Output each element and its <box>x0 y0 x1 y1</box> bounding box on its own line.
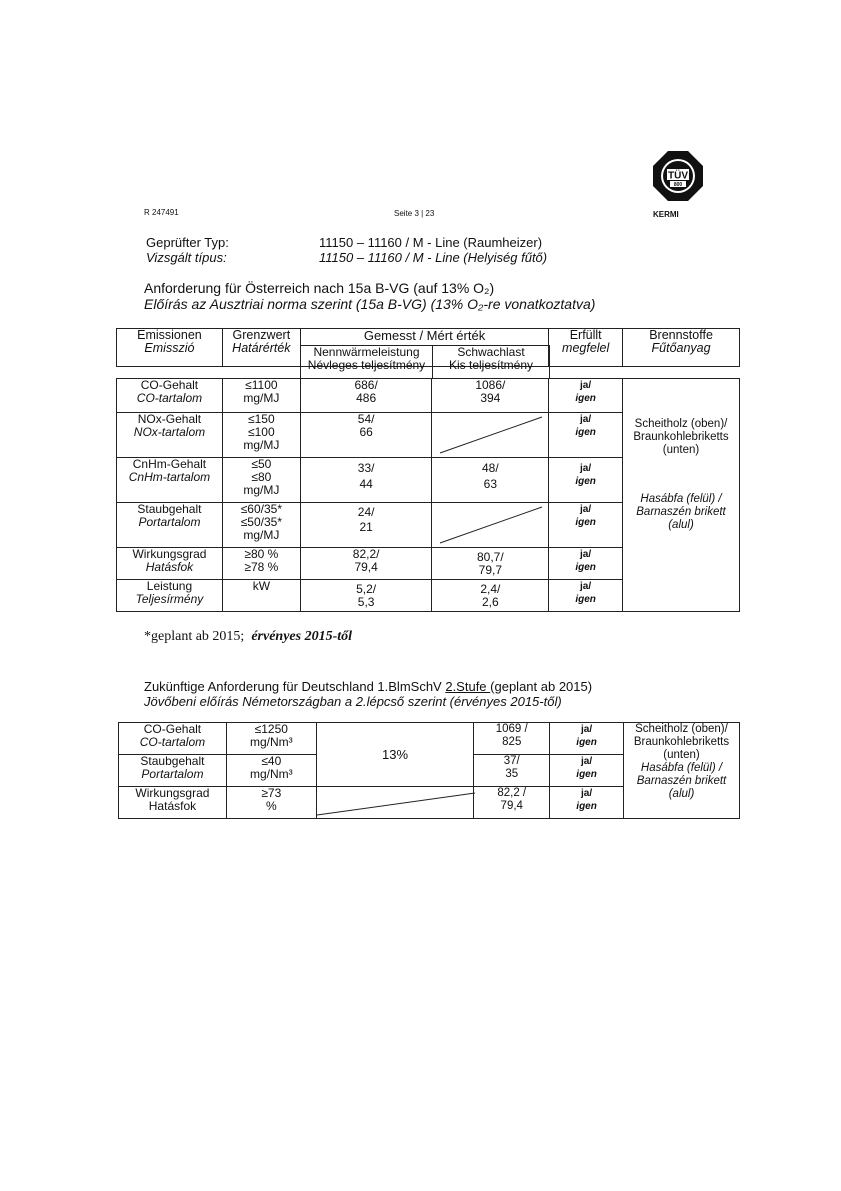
requirement-de-suffix: (geplant ab 2015) <box>490 679 593 694</box>
row-value: 79,4 <box>500 800 523 812</box>
row-limit: ≤60/35* <box>240 502 282 516</box>
row-name-de: CO-Gehalt <box>140 378 199 392</box>
row-name-de: Staubgehalt <box>137 502 202 516</box>
row-name-hu: NOx-tartalom <box>133 425 206 439</box>
row-ok: ja/ <box>580 414 592 425</box>
row-name-de: CO-Gehalt <box>143 722 202 736</box>
row-limit: mg/MJ <box>243 391 280 405</box>
row-ok: igen <box>575 594 596 605</box>
row-low: 1086/ <box>475 378 506 392</box>
row-nominal: 66 <box>359 425 373 439</box>
row-nominal: 486 <box>356 391 377 405</box>
row-ok: igen <box>576 737 597 748</box>
requirement-at-hu: Előírás az Ausztriai norma szerint (15a B-VG) (13% O₂-re vonatkoztatva) <box>144 296 596 312</box>
row-ok: ja/ <box>580 549 592 560</box>
col-low-hu: Kis teljesítmény <box>448 358 534 372</box>
footnote-de: *geplant ab 2015; <box>144 629 245 644</box>
requirement-de <box>144 679 592 694</box>
col-low-de: Schwachlast <box>457 345 525 359</box>
row-ok: igen <box>575 562 596 573</box>
requirement-hu: Jövőbeni előírás Németországban a 2.lépcső szerint (érvényes 2015-től) <box>144 694 562 709</box>
row-nominal: 686/ <box>354 378 378 392</box>
row-limit: ≥78 % <box>244 560 279 574</box>
row-limit: ≤1100 <box>245 378 278 392</box>
row-low: 63 <box>483 477 497 491</box>
row-unit: mg/Nm³ <box>249 767 293 781</box>
row-name-de: Staubgehalt <box>140 754 205 768</box>
empty-slash-cell <box>432 503 549 548</box>
row-nominal: 44 <box>359 477 373 491</box>
org-name: KERMI <box>653 210 679 219</box>
row-ok: igen <box>575 476 596 487</box>
fuel-hu3: (alul) <box>668 519 694 531</box>
row-ok: ja/ <box>581 756 593 767</box>
row-name-hu: Hatásfok <box>148 799 197 813</box>
table-row <box>117 379 740 413</box>
row-value: 37/ <box>503 755 520 767</box>
row-value: 825 <box>502 736 522 748</box>
row-low: 48/ <box>481 461 499 475</box>
row-name-hu: CO-tartalom <box>136 391 203 405</box>
fuel-hu2: Barnaszén brikett <box>636 506 726 518</box>
emissions-table-de <box>118 722 740 819</box>
type-value-hu: 11150 – 11160 / M - Line (Helyiség fűtő) <box>319 250 548 265</box>
row-ok: ja/ <box>581 788 593 799</box>
row-nominal: 5,3 <box>357 595 375 609</box>
empty-slash-cell <box>432 413 549 458</box>
tuv-logo-icon <box>652 150 704 202</box>
fuel-hu1: Hasábfa (felül) / <box>640 493 722 505</box>
col-limit-de: Grenzwert <box>232 328 291 342</box>
row-limit: ≤40 <box>261 754 282 768</box>
row-name-hu: CnHm-tartalom <box>128 470 211 484</box>
row-name-de: Wirkungsgrad <box>132 547 207 561</box>
fuel-de3: (unten) <box>662 444 700 456</box>
svg-text:TÜV: TÜV <box>668 170 688 182</box>
row-name-hu: Portartalom <box>141 767 204 781</box>
fuel-de2: Braunkohlebriketts <box>633 431 729 443</box>
row-limit: mg/MJ <box>243 483 280 497</box>
row-ok: ja/ <box>581 724 593 735</box>
requirement-de-stage: 2.Stufe <box>445 679 491 694</box>
row-name-de: Leistung <box>146 579 193 593</box>
row-ok: ja/ <box>580 504 592 515</box>
row-value: 35 <box>505 768 519 780</box>
col-emissions <box>117 329 223 367</box>
row-limit: kW <box>252 579 271 593</box>
col-limit <box>222 329 300 367</box>
row-low: 80,7/ <box>476 550 504 564</box>
fuel-l1: Scheitholz (oben)/ <box>635 723 728 735</box>
type-label-hu: Vizsgált típus: <box>146 250 227 265</box>
col-low <box>433 346 550 379</box>
row-low: 2,6 <box>481 595 499 609</box>
col-fulfilled <box>549 329 623 367</box>
row-nominal: 54/ <box>357 412 375 426</box>
col-nominal-hu: Névleges teljesítmény <box>307 358 426 372</box>
svg-text:800: 800 <box>673 182 683 188</box>
col-fulfilled-de: Erfüllt <box>569 328 602 342</box>
col-fulfilled-hu: megfelel <box>562 341 610 355</box>
row-ok: igen <box>576 801 597 812</box>
row-nominal: 24/ <box>357 505 375 519</box>
row-limit: ≤100 <box>248 425 275 439</box>
row-low: 2,4/ <box>480 582 501 596</box>
row-low: 394 <box>480 391 501 405</box>
row-limit: ≤50/35* <box>240 515 282 529</box>
row-nominal: 79,4 <box>354 560 378 574</box>
fuel-l2: Braunkohlebriketts <box>633 736 730 748</box>
requirement-at-de: Anforderung für Österreich nach 15a B-VG (auf 13% O₂) <box>144 280 495 296</box>
row-limit: ≤80 <box>251 470 272 484</box>
col-fuel <box>623 329 740 367</box>
row-limit: mg/MJ <box>243 528 280 542</box>
row-name-de: NOx-Gehalt <box>137 412 202 426</box>
row-limit: ≤150 <box>248 412 275 426</box>
type-value-de: 11150 – 11160 / M - Line (Raumheizer) <box>319 235 543 250</box>
row-name-hu: Portartalom <box>138 515 201 529</box>
row-name-de: CnHm-Gehalt <box>132 457 207 471</box>
row-limit: mg/MJ <box>243 438 280 452</box>
row-ok: igen <box>575 393 596 404</box>
footnote-hu: érvényes 2015-től <box>251 629 353 644</box>
row-nominal: 33/ <box>357 461 375 475</box>
col-emissions-de: Emissionen <box>137 328 202 342</box>
col-limit-hu: Határérték <box>232 341 291 355</box>
row-name-hu: CO-tartalom <box>139 735 206 749</box>
row-ok: igen <box>575 517 596 528</box>
fuel-cell-2 <box>624 723 740 819</box>
row-ok: ja/ <box>580 380 592 391</box>
row-ok: igen <box>575 427 596 438</box>
table-row <box>119 723 740 755</box>
row-ok: igen <box>576 769 597 780</box>
fuel-l6: (alul) <box>668 788 695 800</box>
fuel-l4: Hasábfa (felül) / <box>640 762 723 774</box>
fuel-cell <box>623 379 740 612</box>
col-fuel-de: Brennstoffe <box>649 328 713 342</box>
fuel-l3: (unten) <box>663 749 700 761</box>
col-measured: Gemesst / Mért érték <box>300 329 548 367</box>
row-limit: ≥73 <box>261 786 282 800</box>
row-unit: % <box>265 799 277 813</box>
page-number: Seite 3 | 23 <box>394 209 435 218</box>
row-value: 1069 / <box>495 723 528 735</box>
row-nominal: 82,2/ <box>352 547 380 561</box>
fuel-de1: Scheitholz (oben)/ <box>634 418 728 430</box>
row-value: 82,2 / <box>497 787 527 799</box>
row-nominal: 5,2/ <box>356 582 377 596</box>
row-limit: ≥80 % <box>244 547 279 561</box>
footnote <box>144 629 352 645</box>
row-nominal: 21 <box>359 520 373 534</box>
row-name-hu: Teljesírmény <box>135 592 204 606</box>
row-ok: ja/ <box>580 581 592 592</box>
type-label-de: Geprüfter Typ: <box>146 235 229 250</box>
row-limit: ≤50 <box>251 457 272 471</box>
col-emissions-hu: Emisszió <box>144 341 195 355</box>
col-nominal-de: Nennwärmeleistung <box>313 345 420 359</box>
fuel-l5: Barnaszén brikett <box>636 775 727 787</box>
emissions-table-at-sub <box>300 345 550 379</box>
col-nominal <box>301 346 433 379</box>
row-name-hu: Hatásfok <box>145 560 194 574</box>
col-fuel-hu: Fűtőanyag <box>651 341 711 355</box>
row-low: 79,7 <box>478 563 502 577</box>
requirement-de-prefix: Zukünftige Anforderung für Deutschland 1.BlmSchV <box>144 679 446 694</box>
row-name-de: Wirkungsgrad <box>135 786 210 800</box>
row-unit: mg/Nm³ <box>249 735 293 749</box>
row-ok: ja/ <box>580 463 592 474</box>
row-limit: ≤1250 <box>254 722 288 736</box>
o2-cell: 13% <box>316 723 474 787</box>
report-number: R 247491 <box>144 208 179 217</box>
emissions-table-at-body <box>116 378 740 612</box>
empty-slash-cell <box>316 787 474 819</box>
